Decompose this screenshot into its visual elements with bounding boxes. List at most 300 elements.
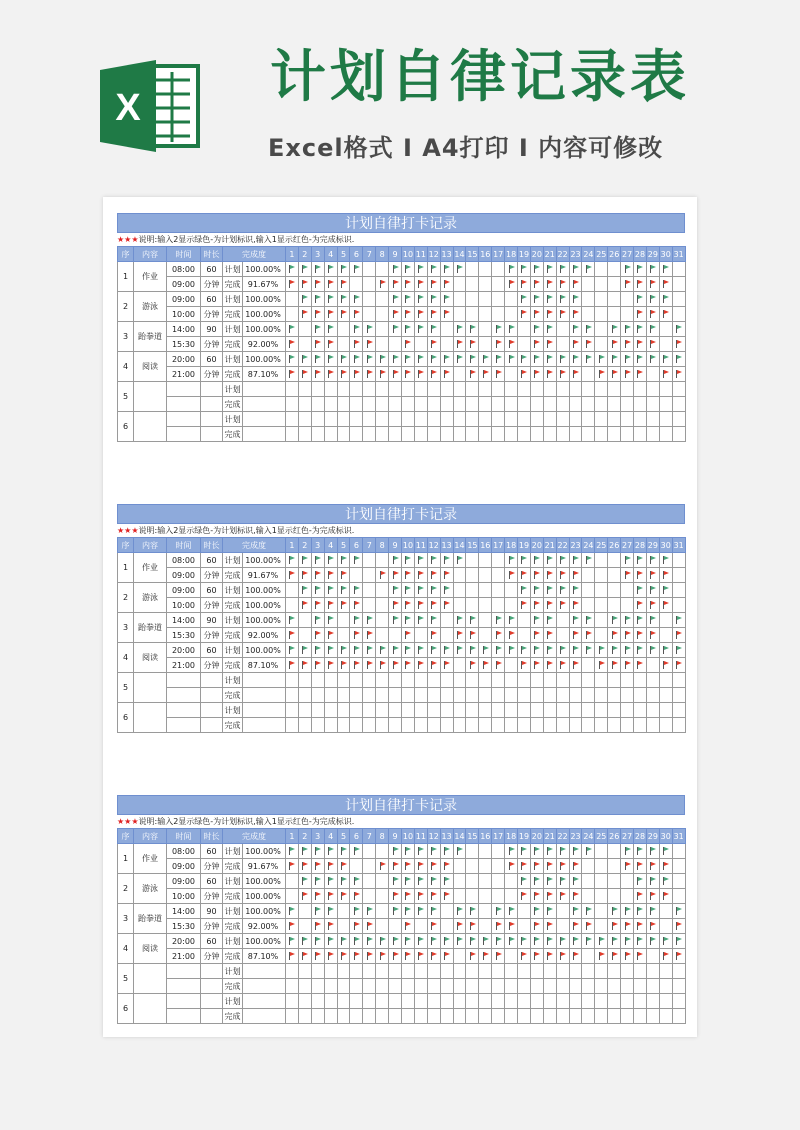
task-number[interactable]: 6 bbox=[118, 412, 134, 442]
day-cell[interactable] bbox=[337, 844, 350, 859]
day-cell[interactable] bbox=[402, 553, 415, 568]
duration-value[interactable] bbox=[201, 703, 223, 718]
day-cell[interactable] bbox=[286, 859, 299, 874]
day-cell[interactable] bbox=[479, 553, 492, 568]
day-cell[interactable] bbox=[621, 904, 634, 919]
day-cell[interactable] bbox=[311, 673, 324, 688]
day-cell[interactable] bbox=[518, 703, 531, 718]
day-cell[interactable] bbox=[376, 583, 389, 598]
day-cell[interactable] bbox=[376, 949, 389, 964]
day-cell[interactable] bbox=[659, 412, 672, 427]
task-content[interactable] bbox=[134, 994, 167, 1024]
day-cell[interactable] bbox=[466, 703, 479, 718]
day-cell[interactable] bbox=[427, 352, 440, 367]
day-cell[interactable] bbox=[453, 859, 466, 874]
start-time[interactable]: 09:00 bbox=[167, 874, 201, 889]
day-cell[interactable] bbox=[479, 658, 492, 673]
day-cell[interactable] bbox=[311, 859, 324, 874]
day-cell[interactable] bbox=[569, 613, 582, 628]
day-cell[interactable] bbox=[376, 277, 389, 292]
day-cell[interactable] bbox=[311, 412, 324, 427]
day-cell[interactable] bbox=[286, 352, 299, 367]
day-cell[interactable] bbox=[298, 688, 311, 703]
done-label[interactable]: 完成 bbox=[223, 949, 243, 964]
day-cell[interactable] bbox=[479, 628, 492, 643]
duration-unit[interactable] bbox=[201, 979, 223, 994]
day-cell[interactable] bbox=[530, 553, 543, 568]
start-time[interactable] bbox=[167, 412, 201, 427]
day-cell[interactable] bbox=[569, 859, 582, 874]
day-cell[interactable] bbox=[659, 904, 672, 919]
day-cell[interactable] bbox=[543, 844, 556, 859]
day-cell[interactable] bbox=[543, 979, 556, 994]
day-cell[interactable] bbox=[466, 613, 479, 628]
day-cell[interactable] bbox=[414, 658, 427, 673]
day-cell[interactable] bbox=[505, 628, 518, 643]
day-cell[interactable] bbox=[543, 307, 556, 322]
day-cell[interactable] bbox=[286, 673, 299, 688]
done-completion[interactable] bbox=[243, 1009, 286, 1024]
done-completion[interactable]: 87.10% bbox=[243, 949, 286, 964]
task-number[interactable]: 3 bbox=[118, 904, 134, 934]
duration-unit[interactable]: 分钟 bbox=[201, 337, 223, 352]
day-cell[interactable] bbox=[530, 688, 543, 703]
day-cell[interactable] bbox=[298, 889, 311, 904]
day-cell[interactable] bbox=[543, 904, 556, 919]
day-cell[interactable] bbox=[621, 262, 634, 277]
end-time[interactable]: 10:00 bbox=[167, 598, 201, 613]
day-cell[interactable] bbox=[646, 382, 659, 397]
plan-completion[interactable]: 100.00% bbox=[243, 583, 286, 598]
day-cell[interactable] bbox=[543, 673, 556, 688]
day-cell[interactable] bbox=[402, 949, 415, 964]
day-cell[interactable] bbox=[286, 964, 299, 979]
day-cell[interactable] bbox=[350, 277, 363, 292]
day-cell[interactable] bbox=[298, 307, 311, 322]
day-cell[interactable] bbox=[672, 412, 685, 427]
day-cell[interactable] bbox=[311, 337, 324, 352]
day-cell[interactable] bbox=[414, 904, 427, 919]
day-cell[interactable] bbox=[569, 718, 582, 733]
day-cell[interactable] bbox=[659, 718, 672, 733]
day-cell[interactable] bbox=[621, 553, 634, 568]
day-cell[interactable] bbox=[350, 583, 363, 598]
day-cell[interactable] bbox=[672, 919, 685, 934]
day-cell[interactable] bbox=[440, 889, 453, 904]
day-cell[interactable] bbox=[672, 889, 685, 904]
day-cell[interactable] bbox=[595, 643, 608, 658]
day-cell[interactable] bbox=[453, 994, 466, 1009]
day-cell[interactable] bbox=[659, 979, 672, 994]
day-cell[interactable] bbox=[311, 703, 324, 718]
day-cell[interactable] bbox=[582, 874, 595, 889]
day-cell[interactable] bbox=[621, 382, 634, 397]
day-cell[interactable] bbox=[518, 367, 531, 382]
day-cell[interactable] bbox=[621, 367, 634, 382]
day-cell[interactable] bbox=[453, 964, 466, 979]
day-cell[interactable] bbox=[298, 613, 311, 628]
day-cell[interactable] bbox=[453, 382, 466, 397]
day-cell[interactable] bbox=[530, 427, 543, 442]
day-cell[interactable] bbox=[582, 628, 595, 643]
day-cell[interactable] bbox=[376, 568, 389, 583]
day-cell[interactable] bbox=[608, 874, 621, 889]
day-cell[interactable] bbox=[659, 322, 672, 337]
day-cell[interactable] bbox=[402, 643, 415, 658]
day-cell[interactable] bbox=[298, 382, 311, 397]
day-cell[interactable] bbox=[595, 688, 608, 703]
day-cell[interactable] bbox=[286, 367, 299, 382]
day-cell[interactable] bbox=[414, 994, 427, 1009]
duration-value[interactable] bbox=[201, 673, 223, 688]
day-cell[interactable] bbox=[414, 583, 427, 598]
day-cell[interactable] bbox=[595, 322, 608, 337]
day-cell[interactable] bbox=[530, 889, 543, 904]
plan-label[interactable]: 计划 bbox=[223, 262, 243, 277]
day-cell[interactable] bbox=[595, 934, 608, 949]
day-cell[interactable] bbox=[363, 397, 376, 412]
day-cell[interactable] bbox=[492, 568, 505, 583]
day-cell[interactable] bbox=[286, 844, 299, 859]
day-cell[interactable] bbox=[376, 427, 389, 442]
day-cell[interactable] bbox=[479, 874, 492, 889]
day-cell[interactable] bbox=[324, 367, 337, 382]
day-cell[interactable] bbox=[530, 628, 543, 643]
day-cell[interactable] bbox=[518, 919, 531, 934]
day-cell[interactable] bbox=[505, 688, 518, 703]
day-cell[interactable] bbox=[556, 874, 569, 889]
day-cell[interactable] bbox=[505, 844, 518, 859]
day-cell[interactable] bbox=[608, 598, 621, 613]
day-cell[interactable] bbox=[634, 934, 647, 949]
day-cell[interactable] bbox=[414, 919, 427, 934]
day-cell[interactable] bbox=[376, 859, 389, 874]
day-cell[interactable] bbox=[621, 427, 634, 442]
day-cell[interactable] bbox=[466, 844, 479, 859]
day-cell[interactable] bbox=[376, 598, 389, 613]
day-cell[interactable] bbox=[608, 919, 621, 934]
day-cell[interactable] bbox=[582, 889, 595, 904]
day-cell[interactable] bbox=[298, 934, 311, 949]
day-cell[interactable] bbox=[389, 658, 402, 673]
day-cell[interactable] bbox=[582, 643, 595, 658]
day-cell[interactable] bbox=[389, 874, 402, 889]
day-cell[interactable] bbox=[672, 643, 685, 658]
day-cell[interactable] bbox=[608, 949, 621, 964]
day-cell[interactable] bbox=[569, 703, 582, 718]
day-cell[interactable] bbox=[427, 844, 440, 859]
day-cell[interactable] bbox=[466, 412, 479, 427]
day-cell[interactable] bbox=[672, 382, 685, 397]
day-cell[interactable] bbox=[505, 718, 518, 733]
day-cell[interactable] bbox=[608, 859, 621, 874]
day-cell[interactable] bbox=[350, 427, 363, 442]
day-cell[interactable] bbox=[389, 352, 402, 367]
task-number[interactable]: 3 bbox=[118, 613, 134, 643]
day-cell[interactable] bbox=[569, 277, 582, 292]
task-content[interactable] bbox=[134, 964, 167, 994]
day-cell[interactable] bbox=[518, 307, 531, 322]
day-cell[interactable] bbox=[492, 412, 505, 427]
day-cell[interactable] bbox=[672, 964, 685, 979]
day-cell[interactable] bbox=[518, 427, 531, 442]
day-cell[interactable] bbox=[543, 859, 556, 874]
day-cell[interactable] bbox=[402, 994, 415, 1009]
day-cell[interactable] bbox=[646, 262, 659, 277]
day-cell[interactable] bbox=[518, 352, 531, 367]
task-number[interactable]: 1 bbox=[118, 262, 134, 292]
day-cell[interactable] bbox=[286, 262, 299, 277]
day-cell[interactable] bbox=[518, 688, 531, 703]
day-cell[interactable] bbox=[556, 307, 569, 322]
day-cell[interactable] bbox=[634, 673, 647, 688]
day-cell[interactable] bbox=[634, 919, 647, 934]
plan-completion[interactable]: 100.00% bbox=[243, 553, 286, 568]
day-cell[interactable] bbox=[402, 337, 415, 352]
day-cell[interactable] bbox=[505, 292, 518, 307]
day-cell[interactable] bbox=[298, 718, 311, 733]
day-cell[interactable] bbox=[376, 292, 389, 307]
day-cell[interactable] bbox=[621, 994, 634, 1009]
day-cell[interactable] bbox=[672, 934, 685, 949]
day-cell[interactable] bbox=[530, 718, 543, 733]
day-cell[interactable] bbox=[518, 643, 531, 658]
day-cell[interactable] bbox=[350, 397, 363, 412]
day-cell[interactable] bbox=[286, 412, 299, 427]
done-completion[interactable]: 100.00% bbox=[243, 889, 286, 904]
task-number[interactable]: 6 bbox=[118, 994, 134, 1024]
day-cell[interactable] bbox=[311, 949, 324, 964]
day-cell[interactable] bbox=[324, 568, 337, 583]
day-cell[interactable] bbox=[582, 658, 595, 673]
day-cell[interactable] bbox=[466, 979, 479, 994]
day-cell[interactable] bbox=[427, 874, 440, 889]
day-cell[interactable] bbox=[646, 583, 659, 598]
day-cell[interactable] bbox=[608, 613, 621, 628]
day-cell[interactable] bbox=[672, 688, 685, 703]
done-label[interactable]: 完成 bbox=[223, 277, 243, 292]
plan-label[interactable]: 计划 bbox=[223, 292, 243, 307]
day-cell[interactable] bbox=[672, 844, 685, 859]
day-cell[interactable] bbox=[646, 427, 659, 442]
day-cell[interactable] bbox=[286, 292, 299, 307]
day-cell[interactable] bbox=[324, 964, 337, 979]
day-cell[interactable] bbox=[337, 337, 350, 352]
day-cell[interactable] bbox=[479, 322, 492, 337]
day-cell[interactable] bbox=[646, 874, 659, 889]
day-cell[interactable] bbox=[556, 277, 569, 292]
day-cell[interactable] bbox=[646, 277, 659, 292]
day-cell[interactable] bbox=[363, 934, 376, 949]
day-cell[interactable] bbox=[608, 703, 621, 718]
day-cell[interactable] bbox=[595, 703, 608, 718]
day-cell[interactable] bbox=[402, 292, 415, 307]
duration-value[interactable]: 60 bbox=[201, 643, 223, 658]
day-cell[interactable] bbox=[453, 844, 466, 859]
day-cell[interactable] bbox=[376, 919, 389, 934]
day-cell[interactable] bbox=[440, 262, 453, 277]
day-cell[interactable] bbox=[569, 919, 582, 934]
day-cell[interactable] bbox=[530, 964, 543, 979]
day-cell[interactable] bbox=[646, 598, 659, 613]
day-cell[interactable] bbox=[350, 598, 363, 613]
day-cell[interactable] bbox=[505, 613, 518, 628]
day-cell[interactable] bbox=[311, 919, 324, 934]
end-time[interactable]: 10:00 bbox=[167, 889, 201, 904]
day-cell[interactable] bbox=[672, 568, 685, 583]
day-cell[interactable] bbox=[518, 844, 531, 859]
day-cell[interactable] bbox=[376, 844, 389, 859]
day-cell[interactable] bbox=[659, 919, 672, 934]
day-cell[interactable] bbox=[595, 553, 608, 568]
day-cell[interactable] bbox=[440, 352, 453, 367]
day-cell[interactable] bbox=[595, 427, 608, 442]
day-cell[interactable] bbox=[311, 643, 324, 658]
day-cell[interactable] bbox=[659, 949, 672, 964]
day-cell[interactable] bbox=[569, 367, 582, 382]
day-cell[interactable] bbox=[659, 658, 672, 673]
day-cell[interactable] bbox=[286, 568, 299, 583]
day-cell[interactable] bbox=[479, 583, 492, 598]
day-cell[interactable] bbox=[543, 964, 556, 979]
day-cell[interactable] bbox=[350, 979, 363, 994]
day-cell[interactable] bbox=[453, 262, 466, 277]
day-cell[interactable] bbox=[363, 613, 376, 628]
duration-value[interactable]: 60 bbox=[201, 262, 223, 277]
day-cell[interactable] bbox=[505, 643, 518, 658]
day-cell[interactable] bbox=[530, 1009, 543, 1024]
day-cell[interactable] bbox=[530, 874, 543, 889]
day-cell[interactable] bbox=[646, 889, 659, 904]
day-cell[interactable] bbox=[440, 427, 453, 442]
duration-unit[interactable]: 分钟 bbox=[201, 919, 223, 934]
day-cell[interactable] bbox=[324, 919, 337, 934]
day-cell[interactable] bbox=[350, 307, 363, 322]
day-cell[interactable] bbox=[595, 628, 608, 643]
day-cell[interactable] bbox=[324, 412, 337, 427]
day-cell[interactable] bbox=[621, 307, 634, 322]
plan-label[interactable]: 计划 bbox=[223, 994, 243, 1009]
day-cell[interactable] bbox=[479, 352, 492, 367]
day-cell[interactable] bbox=[634, 262, 647, 277]
day-cell[interactable] bbox=[569, 322, 582, 337]
day-cell[interactable] bbox=[634, 382, 647, 397]
day-cell[interactable] bbox=[389, 337, 402, 352]
day-cell[interactable] bbox=[543, 628, 556, 643]
day-cell[interactable] bbox=[466, 382, 479, 397]
duration-unit[interactable]: 分钟 bbox=[201, 598, 223, 613]
day-cell[interactable] bbox=[608, 994, 621, 1009]
day-cell[interactable] bbox=[337, 628, 350, 643]
plan-completion[interactable]: 100.00% bbox=[243, 292, 286, 307]
day-cell[interactable] bbox=[530, 262, 543, 277]
day-cell[interactable] bbox=[634, 397, 647, 412]
day-cell[interactable] bbox=[634, 412, 647, 427]
day-cell[interactable] bbox=[286, 397, 299, 412]
day-cell[interactable] bbox=[414, 889, 427, 904]
day-cell[interactable] bbox=[298, 277, 311, 292]
day-cell[interactable] bbox=[505, 979, 518, 994]
day-cell[interactable] bbox=[659, 688, 672, 703]
day-cell[interactable] bbox=[492, 367, 505, 382]
day-cell[interactable] bbox=[646, 367, 659, 382]
day-cell[interactable] bbox=[479, 568, 492, 583]
day-cell[interactable] bbox=[505, 919, 518, 934]
day-cell[interactable] bbox=[311, 718, 324, 733]
task-number[interactable]: 5 bbox=[118, 964, 134, 994]
day-cell[interactable] bbox=[505, 277, 518, 292]
day-cell[interactable] bbox=[389, 553, 402, 568]
day-cell[interactable] bbox=[440, 583, 453, 598]
day-cell[interactable] bbox=[337, 412, 350, 427]
day-cell[interactable] bbox=[672, 397, 685, 412]
day-cell[interactable] bbox=[402, 904, 415, 919]
day-cell[interactable] bbox=[505, 367, 518, 382]
day-cell[interactable] bbox=[608, 322, 621, 337]
day-cell[interactable] bbox=[311, 427, 324, 442]
day-cell[interactable] bbox=[311, 277, 324, 292]
plan-completion[interactable]: 100.00% bbox=[243, 352, 286, 367]
day-cell[interactable] bbox=[569, 352, 582, 367]
end-time[interactable]: 09:00 bbox=[167, 568, 201, 583]
day-cell[interactable] bbox=[286, 1009, 299, 1024]
day-cell[interactable] bbox=[672, 613, 685, 628]
day-cell[interactable] bbox=[389, 994, 402, 1009]
day-cell[interactable] bbox=[337, 307, 350, 322]
day-cell[interactable] bbox=[518, 979, 531, 994]
day-cell[interactable] bbox=[440, 1009, 453, 1024]
day-cell[interactable] bbox=[363, 643, 376, 658]
day-cell[interactable] bbox=[608, 307, 621, 322]
day-cell[interactable] bbox=[414, 1009, 427, 1024]
day-cell[interactable] bbox=[376, 412, 389, 427]
day-cell[interactable] bbox=[453, 613, 466, 628]
day-cell[interactable] bbox=[556, 322, 569, 337]
day-cell[interactable] bbox=[298, 397, 311, 412]
day-cell[interactable] bbox=[595, 889, 608, 904]
day-cell[interactable] bbox=[337, 262, 350, 277]
day-cell[interactable] bbox=[298, 844, 311, 859]
day-cell[interactable] bbox=[608, 628, 621, 643]
task-number[interactable]: 4 bbox=[118, 352, 134, 382]
day-cell[interactable] bbox=[337, 367, 350, 382]
day-cell[interactable] bbox=[324, 352, 337, 367]
day-cell[interactable] bbox=[298, 583, 311, 598]
day-cell[interactable] bbox=[286, 337, 299, 352]
end-time[interactable]: 09:00 bbox=[167, 277, 201, 292]
day-cell[interactable] bbox=[324, 628, 337, 643]
day-cell[interactable] bbox=[595, 262, 608, 277]
day-cell[interactable] bbox=[453, 643, 466, 658]
day-cell[interactable] bbox=[337, 994, 350, 1009]
day-cell[interactable] bbox=[595, 874, 608, 889]
day-cell[interactable] bbox=[582, 262, 595, 277]
day-cell[interactable] bbox=[324, 397, 337, 412]
day-cell[interactable] bbox=[659, 367, 672, 382]
day-cell[interactable] bbox=[389, 322, 402, 337]
plan-label[interactable]: 计划 bbox=[223, 934, 243, 949]
day-cell[interactable] bbox=[608, 643, 621, 658]
day-cell[interactable] bbox=[672, 718, 685, 733]
duration-value[interactable]: 60 bbox=[201, 874, 223, 889]
day-cell[interactable] bbox=[634, 322, 647, 337]
day-cell[interactable] bbox=[440, 643, 453, 658]
day-cell[interactable] bbox=[582, 568, 595, 583]
day-cell[interactable] bbox=[582, 718, 595, 733]
day-cell[interactable] bbox=[595, 949, 608, 964]
day-cell[interactable] bbox=[440, 673, 453, 688]
day-cell[interactable] bbox=[505, 352, 518, 367]
